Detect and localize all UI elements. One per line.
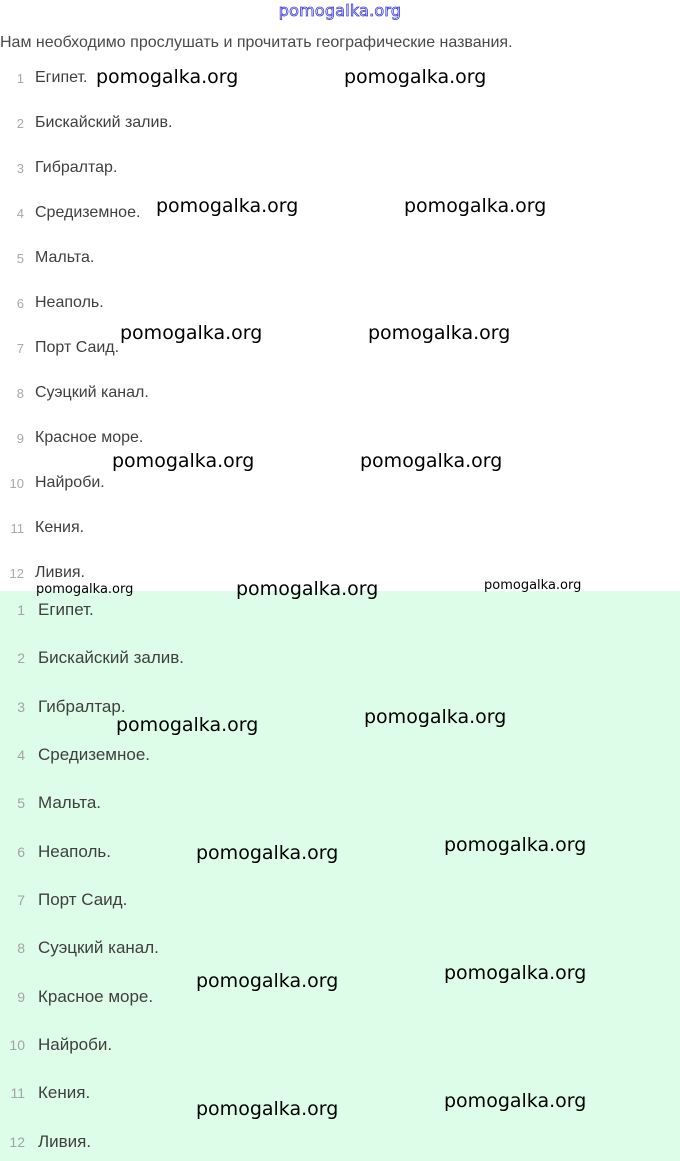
watermark: pomogalka.org — [116, 714, 259, 736]
item-number: 11 — [10, 1085, 25, 1101]
watermark: pomogalka.org — [444, 834, 587, 856]
list-item — [0, 597, 94, 623]
watermark: pomogalka.org — [404, 195, 547, 217]
watermark: pomogalka.org — [196, 842, 339, 864]
watermark: pomogalka.org — [444, 1090, 587, 1112]
item-text: Найроби. — [35, 474, 105, 491]
list-item — [0, 694, 126, 720]
list-item — [0, 887, 127, 913]
watermark: pomogalka.org — [444, 962, 587, 984]
watermark: pomogalka.org — [36, 582, 134, 597]
item-number: 12 — [9, 565, 24, 581]
item-number: 5 — [16, 250, 24, 266]
item-text: Кения. — [38, 1083, 91, 1102]
list-item — [0, 336, 119, 360]
item-number: 7 — [16, 340, 24, 356]
item-number: 7 — [17, 892, 25, 908]
item-text: Кения. — [35, 519, 85, 536]
item-number: 11 — [10, 520, 24, 536]
item-number: 8 — [16, 385, 24, 401]
item-number: 10 — [9, 475, 24, 491]
item-text: Неаполь. — [38, 842, 111, 861]
watermark: pomogalka.org — [364, 706, 507, 728]
item-text: Мальта. — [35, 249, 95, 266]
item-text: Красное море. — [35, 429, 144, 446]
list-item — [0, 1080, 90, 1106]
item-number: 9 — [16, 430, 24, 446]
item-text: Ливия. — [38, 1132, 92, 1151]
watermark: pomogalka.org — [236, 578, 379, 600]
item-number: 8 — [17, 940, 25, 956]
site-header[interactable]: pomogalka.org — [278, 1, 402, 20]
item-text: Неаполь. — [35, 294, 104, 311]
list-item — [0, 790, 101, 816]
item-text: Египет. — [35, 69, 88, 86]
place-list-highlighted — [0, 591, 680, 1161]
watermark: pomogalka.org — [96, 66, 239, 88]
item-number: 1 — [16, 70, 24, 86]
list-item — [0, 1129, 91, 1155]
item-text: Красное море. — [38, 987, 154, 1006]
list-item — [0, 984, 153, 1010]
item-text: Египет. — [38, 600, 94, 619]
item-number: 2 — [16, 115, 24, 131]
item-text: Суэцкий канал. — [35, 384, 149, 401]
instruction-text: Нам необходимо прослушать и прочитать географические названия. — [0, 34, 513, 51]
list-item — [0, 426, 143, 450]
item-text: Средиземное. — [38, 745, 150, 764]
list-item — [0, 156, 117, 180]
item-text: Найроби. — [38, 1035, 113, 1054]
list-item — [0, 516, 84, 540]
watermark: pomogalka.org — [156, 195, 299, 217]
item-text: Суэцкий канал. — [38, 938, 159, 957]
item-text: Порт Саид. — [35, 339, 120, 356]
list-item — [0, 839, 111, 865]
item-text: Гибралтар. — [35, 159, 118, 176]
list-item — [0, 742, 150, 768]
list-item — [0, 645, 184, 671]
list-item — [0, 111, 172, 135]
list-item — [0, 935, 159, 961]
item-number: 6 — [16, 295, 24, 311]
watermark: pomogalka.org — [368, 322, 511, 344]
item-number: 4 — [17, 747, 25, 763]
item-text: Гибралтар. — [38, 697, 126, 716]
item-text: Средиземное. — [35, 204, 141, 221]
list-item — [0, 471, 105, 495]
list-item — [0, 201, 140, 225]
watermark: pomogalka.org — [360, 450, 503, 472]
item-text: Порт Саид. — [38, 890, 128, 909]
item-number: 10 — [9, 1037, 25, 1053]
list-item — [0, 291, 104, 315]
item-text: Бискайский залив. — [38, 648, 184, 667]
item-text: Ливия. — [35, 564, 85, 581]
list-item — [0, 66, 87, 90]
watermark: pomogalka.org — [112, 450, 255, 472]
list-item — [0, 246, 94, 270]
item-number: 9 — [17, 989, 25, 1005]
item-text: Бискайский залив. — [35, 114, 173, 131]
list-item — [0, 1032, 112, 1058]
item-number: 3 — [16, 160, 24, 176]
item-number: 3 — [17, 699, 25, 715]
item-number: 2 — [17, 650, 25, 666]
watermark: pomogalka.org — [120, 322, 263, 344]
item-number: 6 — [17, 844, 25, 860]
list-item — [0, 381, 149, 405]
watermark: pomogalka.org — [344, 66, 487, 88]
watermark: pomogalka.org — [484, 578, 582, 593]
item-number: 4 — [16, 205, 24, 221]
watermark: pomogalka.org — [196, 970, 339, 992]
item-number: 5 — [17, 795, 25, 811]
item-number: 12 — [9, 1134, 25, 1150]
item-text: Мальта. — [38, 793, 102, 812]
item-number: 1 — [17, 602, 25, 618]
watermark: pomogalka.org — [196, 1098, 339, 1120]
